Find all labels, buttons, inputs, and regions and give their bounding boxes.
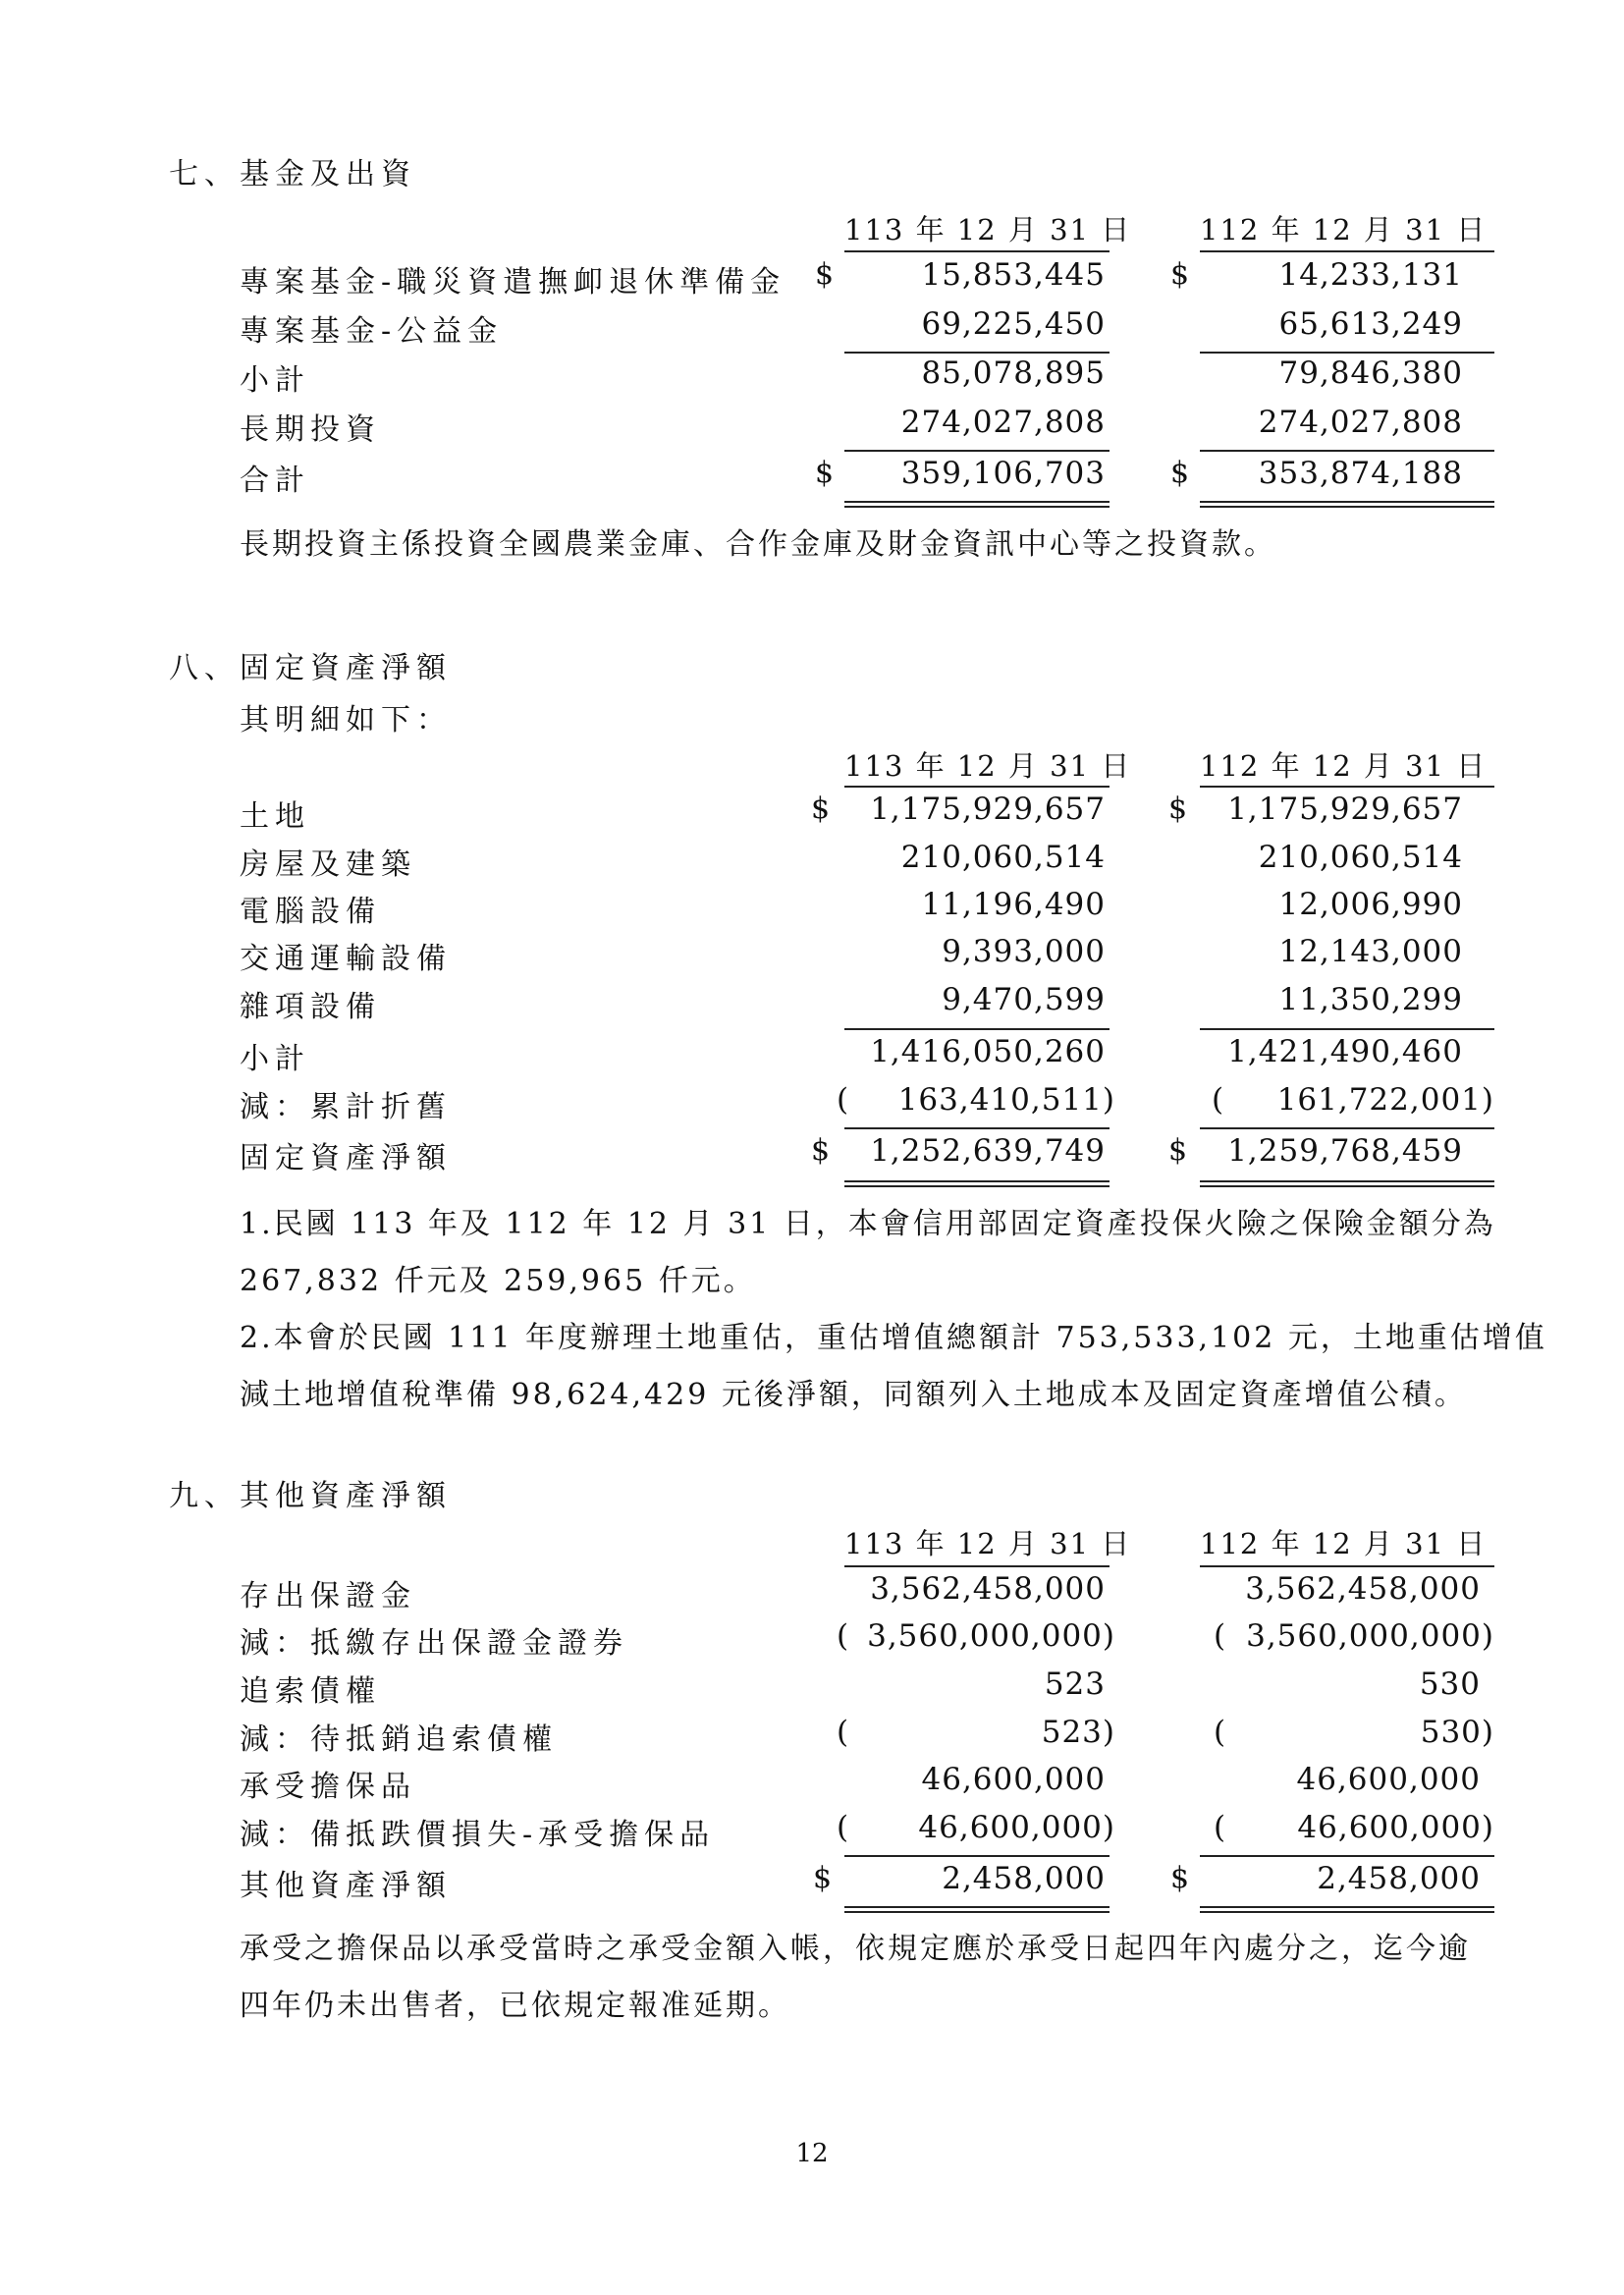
s8-double-rule-113b: [844, 1185, 1110, 1187]
s7-double-rule-113b: [844, 506, 1110, 508]
value-112: 1,421,490,460: [1227, 1034, 1463, 1069]
value-113: 46,600,000): [918, 1810, 1115, 1845]
s9-row: [0, 1667, 1624, 1714]
s8-double-rule-112a: [1200, 1180, 1494, 1182]
row-label: 專案基金-職災資遣撫卹退休準備金: [240, 265, 786, 300]
row-label: 減：待抵銷追索債權: [240, 1722, 558, 1757]
s7-double-rule-112a: [1200, 501, 1494, 503]
s9-note: [240, 1921, 1485, 2035]
value-112: 353,874,188: [1258, 456, 1463, 491]
currency-symbol: $: [1168, 1133, 1188, 1168]
s9-double-rule-113b: [844, 1911, 1110, 1913]
open-paren: (: [1212, 1082, 1224, 1118]
s9-row: [0, 1810, 1624, 1857]
s9-double-rule-112a: [1200, 1906, 1494, 1908]
currency-symbol: $: [1170, 456, 1190, 490]
open-paren: (: [837, 1082, 849, 1118]
s7-double-rule-113a: [844, 501, 1110, 503]
s7-row: [0, 456, 1624, 503]
value-113: 3,560,000,000): [867, 1618, 1115, 1654]
section-9-heading: 九、其他資產淨額: [169, 1479, 452, 1513]
row-label: 小計: [240, 1042, 310, 1076]
value-113: 1,175,929,657: [870, 792, 1106, 827]
row-label: 承受擔保品: [240, 1770, 416, 1804]
currency-symbol: $: [1170, 1861, 1190, 1895]
value-112: 210,060,514: [1258, 840, 1463, 875]
s8-col-113-underline: [844, 786, 1110, 788]
value-112: 65,613,249: [1278, 306, 1463, 342]
s8-subtotal-rule-113: [844, 1028, 1110, 1030]
value-113: 3,562,458,000: [870, 1571, 1106, 1607]
value-113: 359,106,703: [900, 456, 1106, 491]
value-112: 79,846,380: [1278, 355, 1463, 391]
value-113: 1,252,639,749: [870, 1133, 1106, 1169]
s9-row: [0, 1571, 1624, 1618]
s7-col-112-header: 112 年 12 月 31 日: [1200, 213, 1488, 246]
open-paren: (: [837, 1715, 849, 1750]
value-113: 1,416,050,260: [870, 1034, 1106, 1069]
s9-row: [0, 1715, 1624, 1762]
section-7-heading: 七、基金及出資: [169, 157, 416, 191]
s8-notes: [240, 1196, 1547, 1424]
value-113: 69,225,450: [921, 306, 1106, 342]
value-113: 46,600,000: [921, 1762, 1106, 1797]
note-1-line-1: 1.民國 113 年及 112 年 12 月 31 日，本會信用部固定資產投保火險之保險金額分為: [240, 1207, 1496, 1241]
note-line-1: 承受之擔保品以承受當時之承受金額入帳，依規定應於承受日起四年內處分之，迄今逾: [240, 1932, 1471, 1966]
section-8-intro: 其明細如下：: [240, 703, 452, 738]
s7-subtotal-rule-112: [1200, 352, 1494, 354]
value-113: 210,060,514: [900, 840, 1106, 875]
currency-symbol: $: [813, 1861, 833, 1895]
currency-symbol: $: [1170, 257, 1190, 292]
s8-col-113-header: 113 年 12 月 31 日: [844, 749, 1132, 783]
row-label: 減：抵繳存出保證金證券: [240, 1626, 628, 1661]
open-paren: (: [837, 1618, 849, 1654]
value-113: 523): [1041, 1715, 1115, 1750]
s7-note: [240, 517, 1485, 574]
open-paren: (: [837, 1810, 849, 1845]
s8-row: [0, 792, 1624, 839]
row-label: 固定資產淨額: [240, 1141, 452, 1175]
row-label: 減：累計折舊: [240, 1090, 452, 1124]
currency-symbol: $: [1168, 792, 1188, 826]
s9-col-113-header: 113 年 12 月 31 日: [844, 1527, 1132, 1560]
row-label: 合計: [240, 464, 310, 498]
s8-row: [0, 1034, 1624, 1081]
row-label: 房屋及建築: [240, 847, 416, 882]
row-label: 電腦設備: [240, 895, 381, 929]
s9-col-112-header: 112 年 12 月 31 日: [1200, 1527, 1488, 1560]
value-112: 530: [1419, 1667, 1481, 1702]
s8-subtotal-rule-112: [1200, 1028, 1494, 1030]
value-112: 11,350,299: [1278, 982, 1463, 1017]
s8-total-rule-113: [844, 1127, 1110, 1129]
s7-double-rule-112b: [1200, 506, 1494, 508]
value-112: 530): [1420, 1715, 1494, 1750]
value-113: 2,458,000: [942, 1861, 1106, 1896]
currency-symbol: $: [815, 257, 835, 292]
row-label: 減：備抵跌價損失-承受擔保品: [240, 1818, 716, 1852]
s7-row: [0, 257, 1624, 304]
row-label: 專案基金-公益金: [240, 314, 504, 349]
s8-row: [0, 982, 1624, 1029]
value-113: 274,027,808: [900, 405, 1106, 440]
value-112: 274,027,808: [1258, 405, 1463, 440]
value-112: 46,600,000: [1296, 1762, 1481, 1797]
note-2-line-2: 減土地增值稅準備 98,624,429 元後淨額，同額列入土地成本及固定資產增值公積。: [240, 1378, 1467, 1412]
value-112: 3,562,458,000: [1245, 1571, 1481, 1607]
note-text: 長期投資主係投資全國農業金庫、合作金庫及財金資訊中心等之投資款。: [240, 527, 1276, 562]
s9-col-113-underline: [844, 1565, 1110, 1567]
value-112: 46,600,000): [1297, 1810, 1494, 1845]
value-113: 523: [1044, 1667, 1106, 1702]
s8-row: [0, 887, 1624, 934]
s8-double-rule-113a: [844, 1180, 1110, 1182]
value-113: 85,078,895: [921, 355, 1106, 391]
s7-col-113-header: 113 年 12 月 31 日: [844, 213, 1132, 246]
s7-row: [0, 306, 1624, 354]
note-1-line-2: 267,832 仟元及 259,965 仟元。: [240, 1264, 756, 1298]
section-8-heading: 八、固定資產淨額: [169, 651, 452, 685]
currency-symbol: $: [815, 456, 835, 490]
s7-col-113-underline: [844, 250, 1110, 252]
value-112: 1,259,768,459: [1227, 1133, 1463, 1169]
s7-row: [0, 355, 1624, 403]
row-label: 其他資產淨額: [240, 1869, 452, 1903]
s8-double-rule-112b: [1200, 1185, 1494, 1187]
s9-col-112-underline: [1200, 1565, 1494, 1567]
value-112: 12,006,990: [1278, 887, 1463, 922]
page-number: 12: [795, 2139, 829, 2168]
currency-symbol: $: [811, 1133, 831, 1168]
value-112: 3,560,000,000): [1246, 1618, 1494, 1654]
s7-row: [0, 405, 1624, 452]
row-label: 存出保證金: [240, 1579, 416, 1613]
value-112: 14,233,131: [1278, 257, 1463, 293]
value-113: 15,853,445: [921, 257, 1106, 293]
value-112: 161,722,001): [1276, 1082, 1494, 1118]
open-paren: (: [1214, 1810, 1226, 1845]
note-2-line-1: 2.本會於民國 111 年度辦理土地重估，重估增值總額計 753,533,102 元，土地重估增值: [240, 1321, 1547, 1355]
s8-row: [0, 1082, 1624, 1129]
row-label: 小計: [240, 363, 310, 398]
value-112: 1,175,929,657: [1227, 792, 1463, 827]
s9-total-rule-112: [1200, 1855, 1494, 1857]
currency-symbol: $: [811, 792, 831, 826]
s8-col-112-header: 112 年 12 月 31 日: [1200, 749, 1488, 783]
s7-subtotal-rule-113: [844, 352, 1110, 354]
s7-total-rule-113: [844, 450, 1110, 452]
value-113: 9,393,000: [942, 934, 1106, 969]
s8-total-rule-112: [1200, 1127, 1494, 1129]
s9-double-rule-113a: [844, 1906, 1110, 1908]
s9-row: [0, 1618, 1624, 1666]
row-label: 交通運輸設備: [240, 942, 452, 976]
value-113: 11,196,490: [921, 887, 1106, 922]
s8-row: [0, 1133, 1624, 1180]
open-paren: (: [1214, 1715, 1226, 1750]
s8-col-112-underline: [1200, 786, 1494, 788]
s9-row: [0, 1861, 1624, 1908]
value-112: 12,143,000: [1278, 934, 1463, 969]
s7-col-112-underline: [1200, 250, 1494, 252]
open-paren: (: [1214, 1618, 1226, 1654]
s9-total-rule-113: [844, 1855, 1110, 1857]
row-label: 長期投資: [240, 412, 381, 447]
value-113: 9,470,599: [942, 982, 1106, 1017]
s8-row: [0, 840, 1624, 887]
row-label: 追索債權: [240, 1674, 381, 1709]
row-label: 雜項設備: [240, 990, 381, 1024]
value-113: 163,410,511): [897, 1082, 1115, 1118]
s9-double-rule-112b: [1200, 1911, 1494, 1913]
s8-row: [0, 934, 1624, 981]
s9-row: [0, 1762, 1624, 1809]
s7-total-rule-112: [1200, 450, 1494, 452]
row-label: 土地: [240, 799, 310, 834]
value-112: 2,458,000: [1317, 1861, 1481, 1896]
note-line-2: 四年仍未出售者，已依規定報准延期。: [240, 1989, 790, 2023]
